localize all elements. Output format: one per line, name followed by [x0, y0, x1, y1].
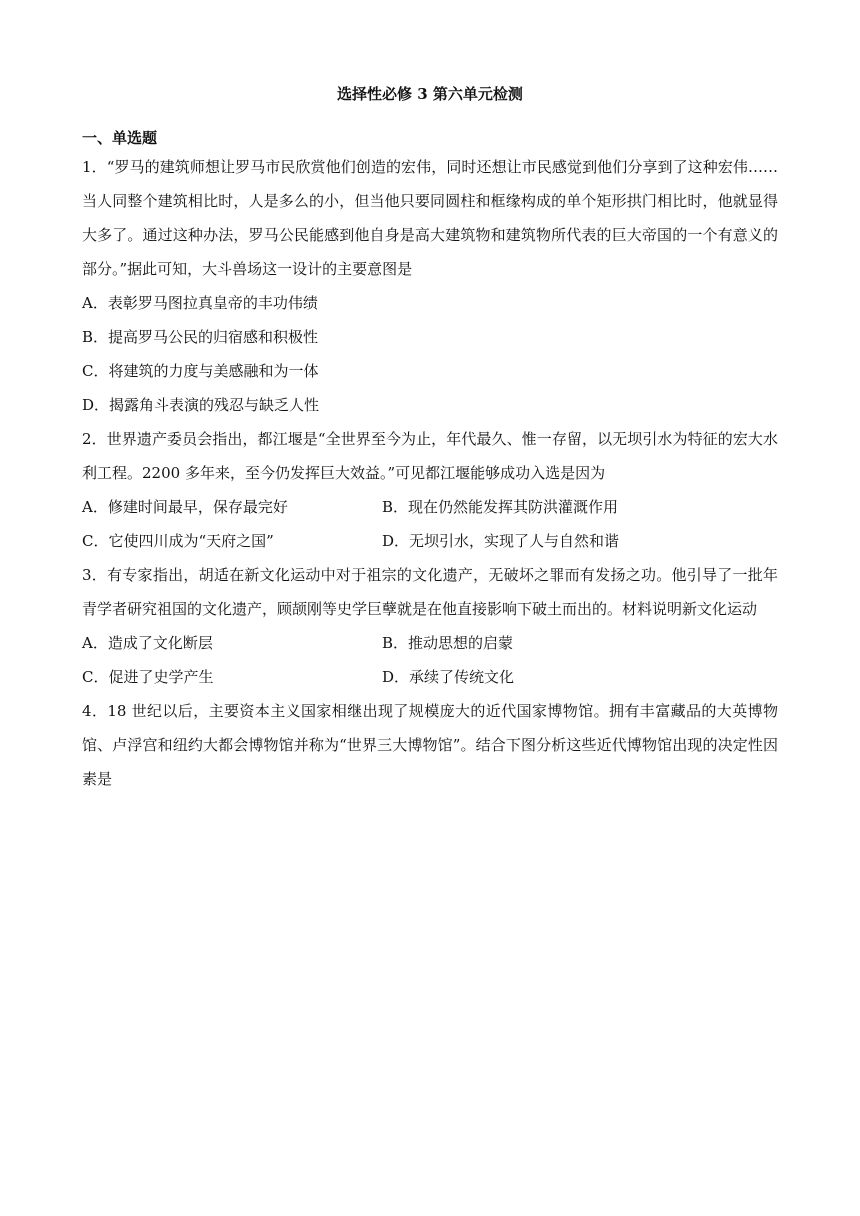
question-stem: 3．有专家指出，胡适在新文化运动中对于祖宗的文化遗产，无破坏之罪而有发扬之功。他引导了一批年青学者研究祖国的文化遗产，顾颉刚等史学巨孽就是在他直接影响下破土而出的。材料说明新文化运动 — [82, 566, 778, 618]
option-b: B．现在仍然能发挥其防洪灌溉作用 — [382, 498, 619, 516]
question-2 — [82, 422, 778, 558]
question-3 — [82, 558, 778, 694]
option-c: C．将建筑的力度与美感融和为一体 — [82, 362, 319, 380]
option-b: B．推动思想的启蒙 — [382, 634, 514, 652]
option-d: D．揭露角斗表演的残忍与缺乏人性 — [82, 396, 320, 414]
question-4 — [82, 694, 778, 796]
question-list — [82, 150, 778, 796]
option-row — [82, 524, 778, 558]
option-a: A．造成了文化断层 — [82, 634, 213, 652]
option-b: B．提高罗马公民的归宿感和积极性 — [82, 328, 319, 346]
option-a: A．修建时间最早，保存最完好 — [82, 498, 288, 516]
option-c: C．它使四川成为“天府之国” — [82, 532, 274, 550]
question-stem: 4．18 世纪以后，主要资本主义国家相继出现了规模庞大的近代国家博物馆。拥有丰富藏品的大英博物馆、卢浮宫和纽约大都会博物馆并称为“世界三大博物馆”。结合下图分析这些近代博物馆出现的决定性因素是 — [82, 702, 778, 788]
document-title: 选择性必修 3 第六单元检测 — [337, 85, 523, 103]
section-heading: 一、单选题 — [82, 129, 158, 147]
question-1 — [82, 150, 778, 422]
option-c: C．促进了史学产生 — [82, 668, 214, 686]
option-a: A．表彰罗马图拉真皇帝的丰功伟绩 — [82, 294, 318, 312]
option-d: D．无坝引水，实现了人与自然和谐 — [382, 532, 620, 550]
option-row — [82, 490, 778, 524]
question-stem: 2．世界遗产委员会指出，都江堰是“全世界至今为止，年代最久、惟一存留，以无坝引水为特征的宏大水利工程。2200 多年来，至今仍发挥巨大效益。”可见都江堰能够成功入选是因为 — [82, 430, 778, 482]
option-row — [82, 660, 778, 694]
question-stem: 1．“罗马的建筑师想让罗马市民欣赏他们创造的宏伟，同时还想让市民感觉到他们分享到了这种宏伟……当人同整个建筑相比时，人是多么的小，但当他只要同圆柱和框缘构成的单个矩形拱门相比时，他就显得大多了。通过这种办法，罗马公民能感到他自身是高大建筑物和建筑物所代表的巨大帝国的一个有意义的部分。”据此可知，大斗兽场这一设计的主要意图是 — [82, 158, 778, 278]
option-row — [82, 626, 778, 660]
option-d: D．承续了传统文化 — [382, 668, 515, 686]
